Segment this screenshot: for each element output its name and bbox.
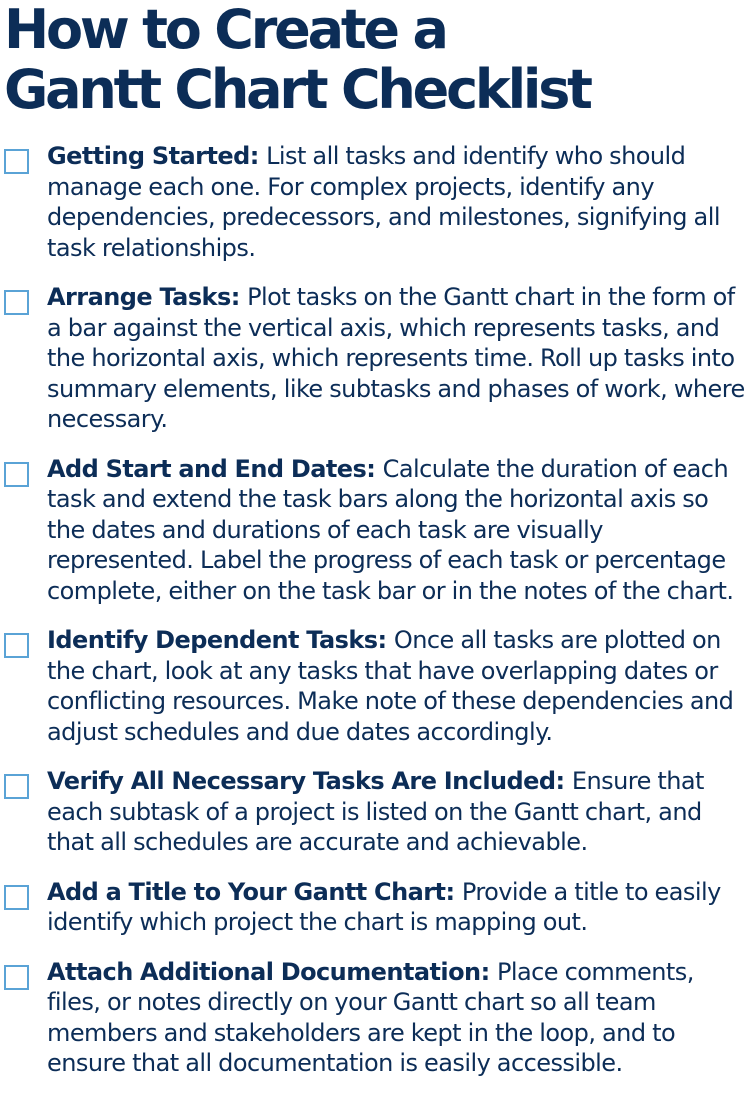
item-body: Calculate the duration of each task and extend the task bars along the horizontal axis so the dates and durations of each task are visually represented. Label the progress of each task or percentage complete, either on the task bar or in the notes of the chart. [47, 454, 734, 605]
checklist-item-add-start-end-dates [0, 454, 747, 607]
checklist-item-identify-dependent-tasks [0, 625, 747, 747]
item-lead: Add Start and End Dates: [47, 454, 383, 483]
item-body: Once all tasks are plotted on the chart, look at any tasks that have overlapping dates or conflicting resources. Make note of these dependencies and adjust schedules and due dates accordingly. [47, 626, 734, 746]
page-title-line-1: How to Create a [4, 0, 446, 61]
item-body: Ensure that each subtask of a project is listed on the Gantt chart, and that all schedules are accurate and achievable. [47, 767, 704, 856]
item-lead: Attach Additional Documentation: [47, 957, 497, 986]
checkbox[interactable] [4, 774, 29, 799]
item-lead: Identify Dependent Tasks: [47, 626, 394, 654]
page-title-line-2: Gantt Chart Checklist [4, 58, 590, 121]
item-lead: Getting Started: [47, 142, 267, 170]
item-body: List all tasks and identify who should manage each one. For complex projects, identify any dependencies, predecessors, and milestones, signifying all task relationships. [47, 142, 720, 262]
checklist-item-verify-tasks-included [0, 766, 747, 858]
checklist-item-attach-documentation [0, 957, 747, 1079]
checklist-item-arrange-tasks [0, 282, 747, 435]
item-body: Place comments, files, or notes directly on your Gantt chart so all team members and stakeholders are kept in the loop, and to ensure that all documentation is easily accessible. [47, 957, 694, 1077]
checkbox[interactable] [4, 149, 29, 174]
checklist-item-add-title [0, 877, 747, 938]
checkbox[interactable] [4, 965, 29, 990]
item-body: Provide a title to easily identify which project the chart is mapping out. [47, 877, 721, 936]
checklist-item-getting-started [0, 141, 747, 263]
page-title [4, 0, 744, 120]
checkbox[interactable] [4, 290, 29, 315]
checkbox[interactable] [4, 633, 29, 658]
checkbox[interactable] [4, 885, 29, 910]
checklist [0, 141, 747, 1098]
item-body: Plot tasks on the Gantt chart in the form of a bar against the vertical axis, which represents tasks, and the horizontal axis, which represents time. Roll up tasks into summary elements, like subtasks and phases of work, where necessary. [47, 283, 745, 433]
checkbox[interactable] [4, 462, 29, 487]
item-lead: Arrange Tasks: [47, 283, 248, 311]
item-lead: Add a Title to Your Gantt Chart: [47, 877, 462, 906]
item-lead: Verify All Necessary Tasks Are Included: [47, 767, 572, 795]
